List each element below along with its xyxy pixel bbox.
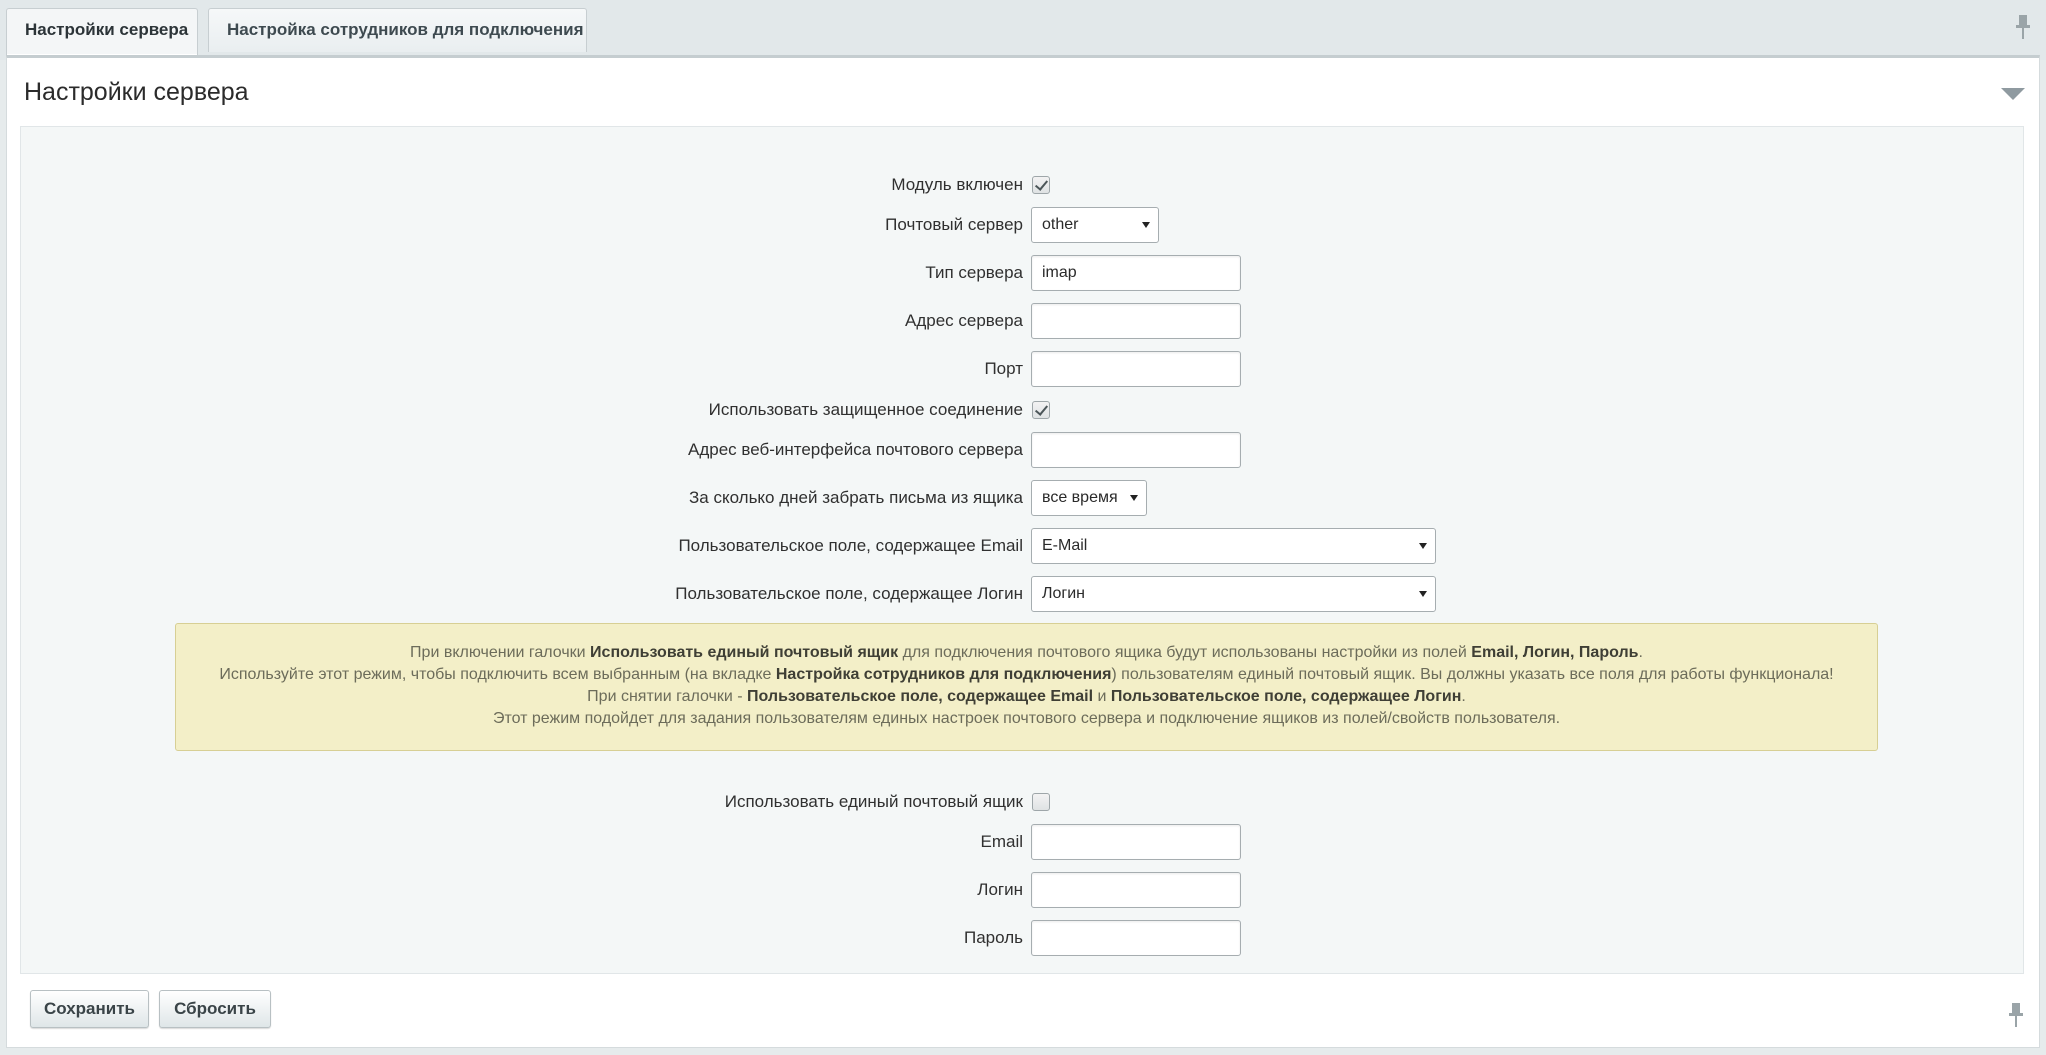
module-enabled-label: Модуль включен (891, 175, 1023, 194)
chevron-down-icon (1142, 222, 1150, 228)
notice-text: . (1461, 688, 1466, 705)
login-field-label: Пользовательское поле, содержащее Логин (675, 584, 1023, 603)
notice-line-2 (176, 664, 1877, 686)
chevron-down-icon (1419, 591, 1427, 597)
settings-panel (6, 55, 2040, 1048)
row-login (21, 872, 2025, 908)
login-input[interactable] (1031, 872, 1241, 908)
login-label: Логин (977, 880, 1023, 899)
tab-employee-settings[interactable]: Настройка сотрудников для подключения (208, 8, 587, 52)
web-interface-input[interactable] (1031, 432, 1241, 468)
port-input[interactable] (1031, 351, 1241, 387)
notice-bold: Настройка сотрудников для подключения (775, 666, 1112, 683)
login-field-value: Логин (1042, 585, 1086, 602)
notice-line-1 (176, 642, 1877, 664)
form-area (20, 126, 2024, 974)
server-type-label: Тип сервера (925, 263, 1023, 282)
mail-server-value: other (1042, 216, 1079, 233)
notice-line-3 (176, 686, 1877, 708)
web-interface-label: Адрес веб-интерфейса почтового сервера (687, 440, 1023, 459)
row-secure-connection (21, 392, 2025, 428)
tab-server-settings[interactable]: Настройки сервера (6, 8, 198, 55)
notice-line-4: Этот режим подойдет для задания пользователям единых настроек почтового сервера и подключение ящиков из полей/свойств пользователя. (492, 710, 1561, 727)
port-label: Порт (984, 359, 1023, 378)
row-email-field (21, 528, 2025, 564)
row-email (21, 824, 2025, 860)
row-server-address (21, 303, 2025, 339)
info-notice (175, 623, 1878, 751)
days-value: все время (1042, 489, 1118, 506)
server-address-label: Адрес сервера (904, 311, 1023, 330)
notice-bold: Пользовательское поле, содержащее Логин (1110, 688, 1462, 705)
secure-connection-label: Использовать защищенное соединение (708, 400, 1023, 419)
row-login-field (21, 576, 2025, 612)
notice-bold: Использовать единый почтовый ящик (590, 644, 899, 661)
email-field-label: Пользовательское поле, содержащее Email (678, 536, 1023, 555)
server-address-input[interactable] (1031, 303, 1241, 339)
row-use-single (21, 784, 2025, 820)
secure-connection-checkbox[interactable] (1032, 401, 1050, 419)
notice-bold: Email, Логин, Пароль (1471, 644, 1639, 661)
chevron-down-icon (1130, 495, 1138, 501)
pin-icon[interactable] (2014, 14, 2032, 40)
row-server-type (21, 255, 2025, 291)
notice-text: . (1638, 644, 1643, 661)
password-input[interactable] (1031, 920, 1241, 956)
notice-text: и (1093, 688, 1111, 705)
save-button[interactable]: Сохранить (30, 990, 149, 1028)
notice-text: При включении галочки (410, 644, 591, 661)
notice-text: для подключения почтового ящика будут использованы настройки из полей (898, 644, 1472, 661)
server-type-input[interactable]: imap (1031, 255, 1241, 291)
email-input[interactable] (1031, 824, 1241, 860)
password-label: Пароль (964, 928, 1023, 947)
reset-button[interactable]: Сбросить (159, 990, 271, 1028)
pin-icon[interactable] (2007, 1002, 2025, 1028)
use-single-checkbox[interactable] (1032, 793, 1050, 811)
email-field-value: E-Mail (1042, 537, 1088, 554)
row-password (21, 920, 2025, 956)
email-field-select[interactable] (1031, 528, 1436, 564)
row-module-enabled (21, 167, 2025, 203)
email-label: Email (980, 832, 1023, 851)
notice-bold: Пользовательское поле, содержащее Email (747, 688, 1094, 705)
section-title: Настройки сервера (24, 78, 249, 106)
notice-text: Используйте этот режим, чтобы подключить всем выбранным (на вкладке (219, 666, 776, 683)
mail-server-select[interactable] (1031, 207, 1159, 243)
use-single-label: Использовать единый почтовый ящик (724, 792, 1023, 811)
module-enabled-checkbox[interactable] (1032, 176, 1050, 194)
days-select[interactable] (1031, 480, 1147, 516)
mail-server-label: Почтовый сервер (885, 215, 1023, 234)
collapse-arrow-icon[interactable] (2001, 88, 2025, 100)
row-days (21, 480, 2025, 516)
row-web-interface (21, 432, 2025, 468)
notice-text: ) пользователям единый почтовый ящик. Вы должны указать все поля для работы функционала! (1111, 666, 1834, 683)
days-label: За сколько дней забрать письма из ящика (689, 488, 1023, 507)
notice-text: При снятии галочки - (587, 688, 748, 705)
row-port (21, 351, 2025, 387)
chevron-down-icon (1419, 543, 1427, 549)
login-field-select[interactable] (1031, 576, 1436, 612)
tab-bar (0, 0, 2046, 60)
row-mail-server (21, 207, 2025, 243)
